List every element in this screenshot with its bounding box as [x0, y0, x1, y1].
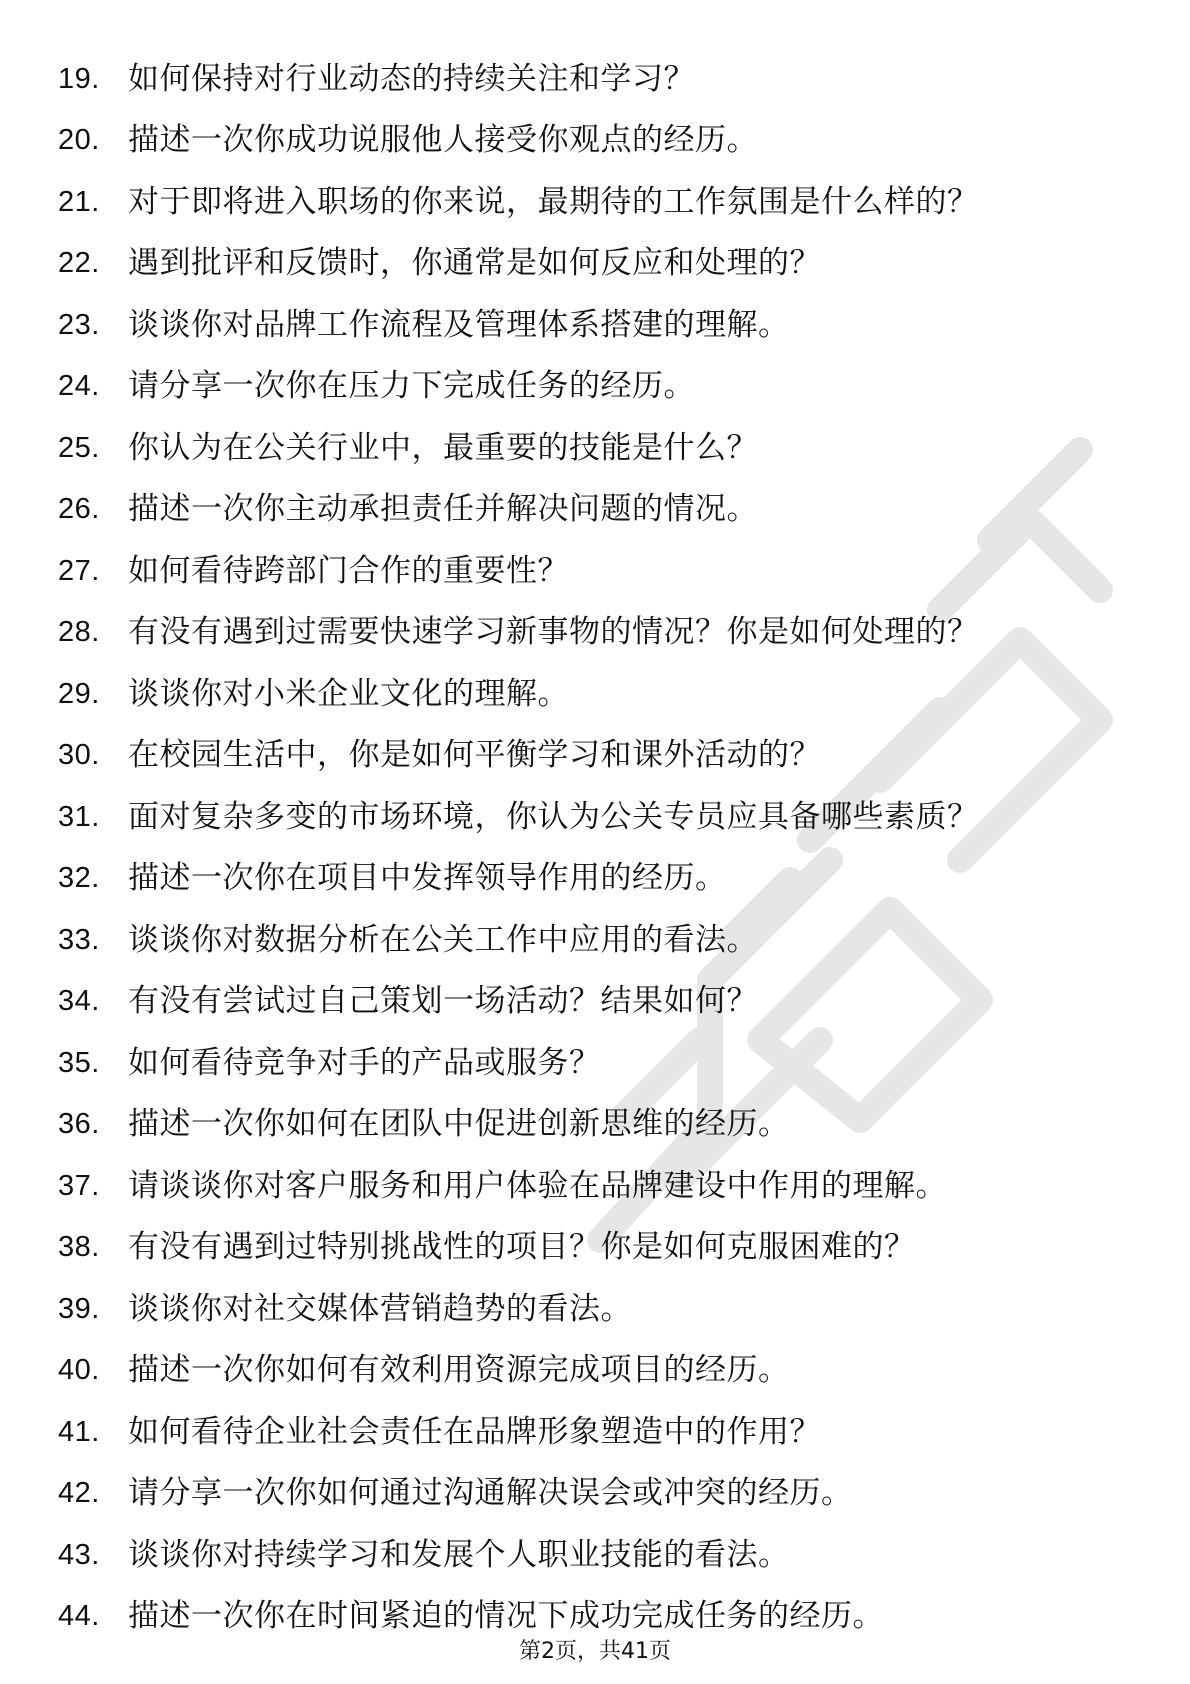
question-number: 29. — [58, 677, 100, 710]
question-item — [0, 1155, 1190, 1217]
question-item — [0, 786, 1190, 848]
question-text: 描述一次你在时间紧迫的情况下成功完成任务的经历。 — [128, 1598, 884, 1635]
question-number: 42. — [58, 1477, 100, 1510]
question-number: 20. — [58, 124, 100, 157]
question-number: 33. — [58, 923, 100, 956]
question-text: 请谈谈你对客户服务和用户体验在品牌建设中作用的理解。 — [128, 1167, 947, 1204]
question-text: 有没有遇到过需要快速学习新事物的情况？你是如何处理的？ — [128, 614, 979, 651]
question-number: 21. — [58, 185, 100, 218]
question-text: 如何看待跨部门合作的重要性？ — [128, 552, 569, 589]
question-text: 对于即将进入职场的你来说，最期待的工作氛围是什么样的？ — [128, 183, 979, 220]
question-item — [0, 110, 1190, 172]
question-number: 44. — [58, 1600, 100, 1633]
question-text: 请分享一次你在压力下完成任务的经历。 — [128, 368, 695, 405]
question-number: 41. — [58, 1415, 100, 1448]
question-text: 遇到批评和反馈时，你通常是如何反应和处理的？ — [128, 245, 821, 282]
question-list — [0, 48, 1190, 1647]
question-item — [0, 971, 1190, 1033]
question-number: 32. — [58, 862, 100, 895]
question-item — [0, 1401, 1190, 1463]
question-number: 43. — [58, 1538, 100, 1571]
question-text: 谈谈你对数据分析在公关工作中应用的看法。 — [128, 921, 758, 958]
question-number: 37. — [58, 1169, 100, 1202]
question-item — [0, 909, 1190, 971]
question-number: 40. — [58, 1354, 100, 1387]
question-item — [0, 1278, 1190, 1340]
question-item — [0, 1340, 1190, 1402]
question-number: 35. — [58, 1046, 100, 1079]
question-text: 谈谈你对品牌工作流程及管理体系搭建的理解。 — [128, 306, 790, 343]
question-text: 有没有遇到过特别挑战性的项目？你是如何克服困难的？ — [128, 1229, 916, 1266]
question-text: 描述一次你成功说服他人接受你观点的经历。 — [128, 122, 758, 159]
question-text: 有没有尝试过自己策划一场活动？结果如何？ — [128, 983, 758, 1020]
question-item — [0, 1217, 1190, 1279]
question-item — [0, 540, 1190, 602]
question-number: 38. — [58, 1231, 100, 1264]
question-item — [0, 848, 1190, 910]
question-number: 25. — [58, 431, 100, 464]
question-number: 31. — [58, 800, 100, 833]
question-item — [0, 1463, 1190, 1525]
question-item — [0, 479, 1190, 541]
question-item — [0, 1094, 1190, 1156]
question-text: 谈谈你对社交媒体营销趋势的看法。 — [128, 1290, 632, 1327]
question-text: 如何看待企业社会责任在品牌形象塑造中的作用？ — [128, 1413, 821, 1450]
question-number: 34. — [58, 985, 100, 1018]
question-number: 30. — [58, 739, 100, 772]
question-item — [0, 1524, 1190, 1586]
question-text: 请分享一次你如何通过沟通解决误会或冲突的经历。 — [128, 1475, 853, 1512]
question-item — [0, 663, 1190, 725]
question-text: 你认为在公关行业中，最重要的技能是什么？ — [128, 429, 758, 466]
question-item — [0, 171, 1190, 233]
question-item — [0, 233, 1190, 295]
question-text: 描述一次你在项目中发挥领导作用的经历。 — [128, 860, 727, 897]
question-item — [0, 356, 1190, 418]
question-number: 36. — [58, 1108, 100, 1141]
question-item — [0, 48, 1190, 110]
question-number: 24. — [58, 370, 100, 403]
question-text: 面对复杂多变的市场环境，你认为公关专员应具备哪些素质？ — [128, 798, 979, 835]
question-text: 如何保持对行业动态的持续关注和学习？ — [128, 60, 695, 97]
question-text: 描述一次你如何有效利用资源完成项目的经历。 — [128, 1352, 790, 1389]
question-text: 谈谈你对持续学习和发展个人职业技能的看法。 — [128, 1536, 790, 1573]
question-text: 在校园生活中，你是如何平衡学习和课外活动的？ — [128, 737, 821, 774]
question-text: 如何看待竞争对手的产品或服务？ — [128, 1044, 601, 1081]
question-number: 26. — [58, 493, 100, 526]
question-item — [0, 725, 1190, 787]
question-text: 描述一次你主动承担责任并解决问题的情况。 — [128, 491, 758, 528]
question-number: 39. — [58, 1292, 100, 1325]
question-item — [0, 1032, 1190, 1094]
question-number: 22. — [58, 247, 100, 280]
question-number: 19. — [58, 62, 100, 95]
question-text: 描述一次你如何在团队中促进创新思维的经历。 — [128, 1106, 790, 1143]
question-item — [0, 294, 1190, 356]
question-text: 谈谈你对小米企业文化的理解。 — [128, 675, 569, 712]
page-number-label: 第2页，共41页 — [519, 1639, 671, 1664]
page-footer — [0, 1637, 1190, 1667]
question-item — [0, 602, 1190, 664]
question-number: 27. — [58, 554, 100, 587]
question-number: 28. — [58, 616, 100, 649]
question-item — [0, 417, 1190, 479]
question-number: 23. — [58, 308, 100, 341]
